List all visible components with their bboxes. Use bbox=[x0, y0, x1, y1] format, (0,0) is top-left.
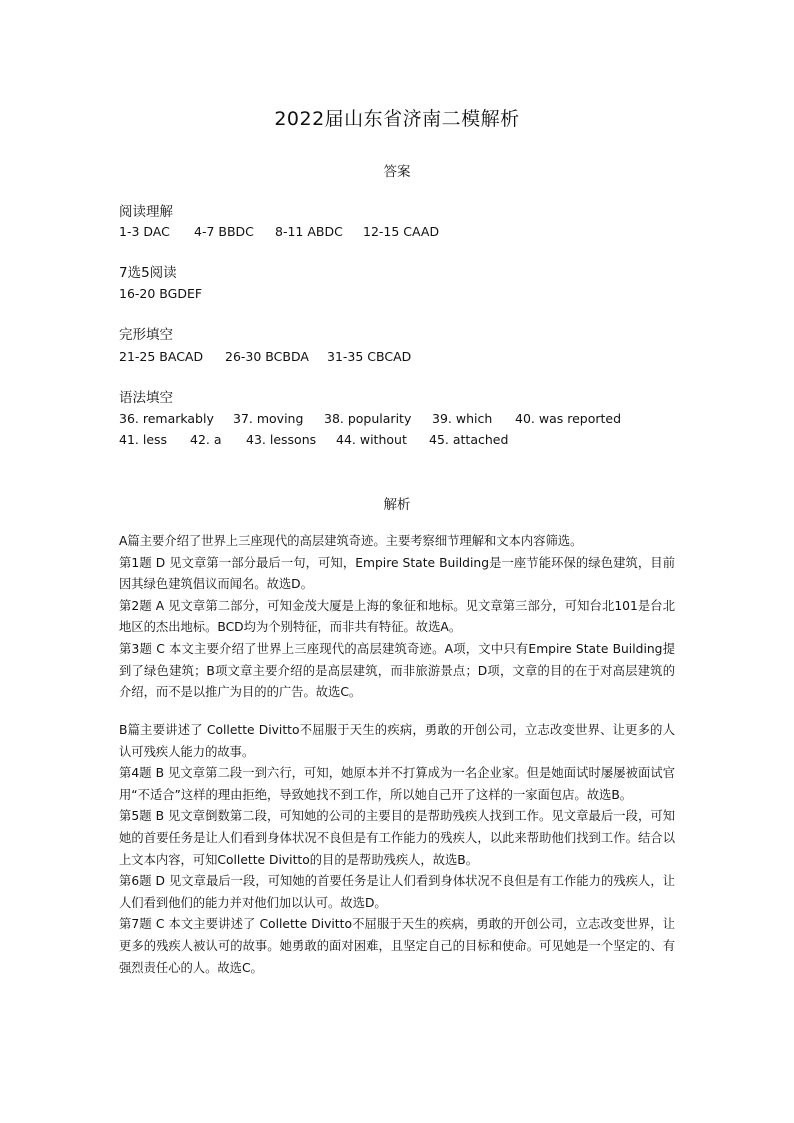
analysis-paragraph: A篇主要介绍了世界上三座现代的高层建筑奇迹。主要考察细节理解和文本内容筛选。 bbox=[119, 534, 583, 548]
analysis-paragraph: 第5题 B 见文章倒数第二段，可知她的公司的主要目的是帮助残疾人找到工作。见文章最后一段，可知她的首要任务是让人们看到身体状况不良但是有工作能力的残疾人，以此来帮助他们找到工作。结合以上文本内容，可知Collette Divitto的目的是帮助残疾人，故选B。 bbox=[119, 809, 675, 867]
analysis-heading: 解析 bbox=[383, 497, 411, 513]
section-label-reading: 阅读理解 bbox=[119, 204, 173, 220]
answer-item: 37. moving bbox=[233, 411, 304, 426]
analysis-paragraph: 第6题 D 见文章最后一段，可知她的首要任务是让人们看到身体状况不良但是有工作能力的残疾人，让人们看到他们的能力并对他们加以认可。故选D。 bbox=[119, 874, 675, 910]
analysis-paragraph: 第2题 A 见文章第二部分，可知金茂大厦是上海的象征和地标。见文章第三部分，可知台北101是台北地区的杰出地标。BCD均为个别特征，而非共有特征。故选A。 bbox=[119, 598, 675, 635]
analysis-paragraph: B篇主要讲述了 Collette Divitto不屈服于天生的疾病，勇敢的开创公司，立志改变世界、让更多的人认可残疾人能力的故事。 bbox=[119, 723, 675, 759]
analysis-passage-a bbox=[119, 531, 675, 704]
page-title: 2022届山东省济南二模解析 bbox=[274, 108, 520, 130]
analysis-paragraph: 第4题 B 见文章第二段一到六行，可知，她原本并不打算成为一名企业家。但是她面试时屡屡被面试官用“不适合”这样的理由拒绝，导致她找不到工作，所以她自己开了这样的一家面包店。故选B。 bbox=[119, 766, 675, 802]
answer-item: 4-7 BBDC bbox=[194, 224, 254, 239]
answer-item: 16-20 BGDEF bbox=[119, 286, 203, 301]
answer-item: 38. popularity bbox=[324, 411, 412, 426]
answer-item: 45. attached bbox=[429, 432, 509, 447]
analysis-paragraph: 第3题 C 本文主要介绍了世界上三座现代的高层建筑奇迹。A项，文中只有Empire State Building提到了绿色建筑；B项文章主要介绍的是高层建筑，而非旅游景点；D项，文章的目的在于对高层建筑的介绍，而不是以推广为目的的广告。故选C。 bbox=[119, 641, 675, 700]
answer-item: 43. lessons bbox=[246, 432, 317, 447]
answer-item: 44. without bbox=[336, 432, 407, 447]
answer-item: 26-30 BCBDA bbox=[225, 349, 309, 364]
section-label-grammar: 语法填空 bbox=[119, 390, 173, 406]
answer-item: 31-35 CBCAD bbox=[327, 349, 412, 364]
answer-item: 39. which bbox=[432, 411, 493, 426]
answer-item: 1-3 DAC bbox=[119, 224, 170, 239]
analysis-paragraph: 第7题 C 本文主要讲述了 Collette Divitto不屈服于天生的疾病，勇敢的开创公司，立志改变世界，让更多的残疾人被认可的故事。她勇敢的面对困难，且坚定自己的目标和使命。可见她是一个坚定的、有强烈责任心的人。故选C。 bbox=[119, 917, 675, 975]
section-label-seven-five: 7选5阅读 bbox=[119, 265, 177, 281]
answer-item: 12-15 CAAD bbox=[363, 224, 440, 239]
answer-item: 40. was reported bbox=[515, 411, 622, 426]
section-label-cloze: 完形填空 bbox=[119, 327, 173, 343]
analysis-passage-b bbox=[119, 720, 675, 979]
answer-item: 41. less bbox=[119, 432, 168, 447]
answer-heading: 答案 bbox=[383, 164, 411, 180]
answer-item: 21-25 BACAD bbox=[119, 349, 204, 364]
answer-item: 42. a bbox=[190, 432, 222, 447]
analysis-paragraph: 第1题 D 见文章第一部分最后一句，可知，Empire State Building是一座节能环保的绿色建筑，目前因其绿色建筑倡议而闻名。故选D。 bbox=[119, 555, 675, 592]
answer-item: 36. remarkably bbox=[119, 411, 214, 426]
answer-item: 8-11 ABDC bbox=[275, 224, 343, 239]
